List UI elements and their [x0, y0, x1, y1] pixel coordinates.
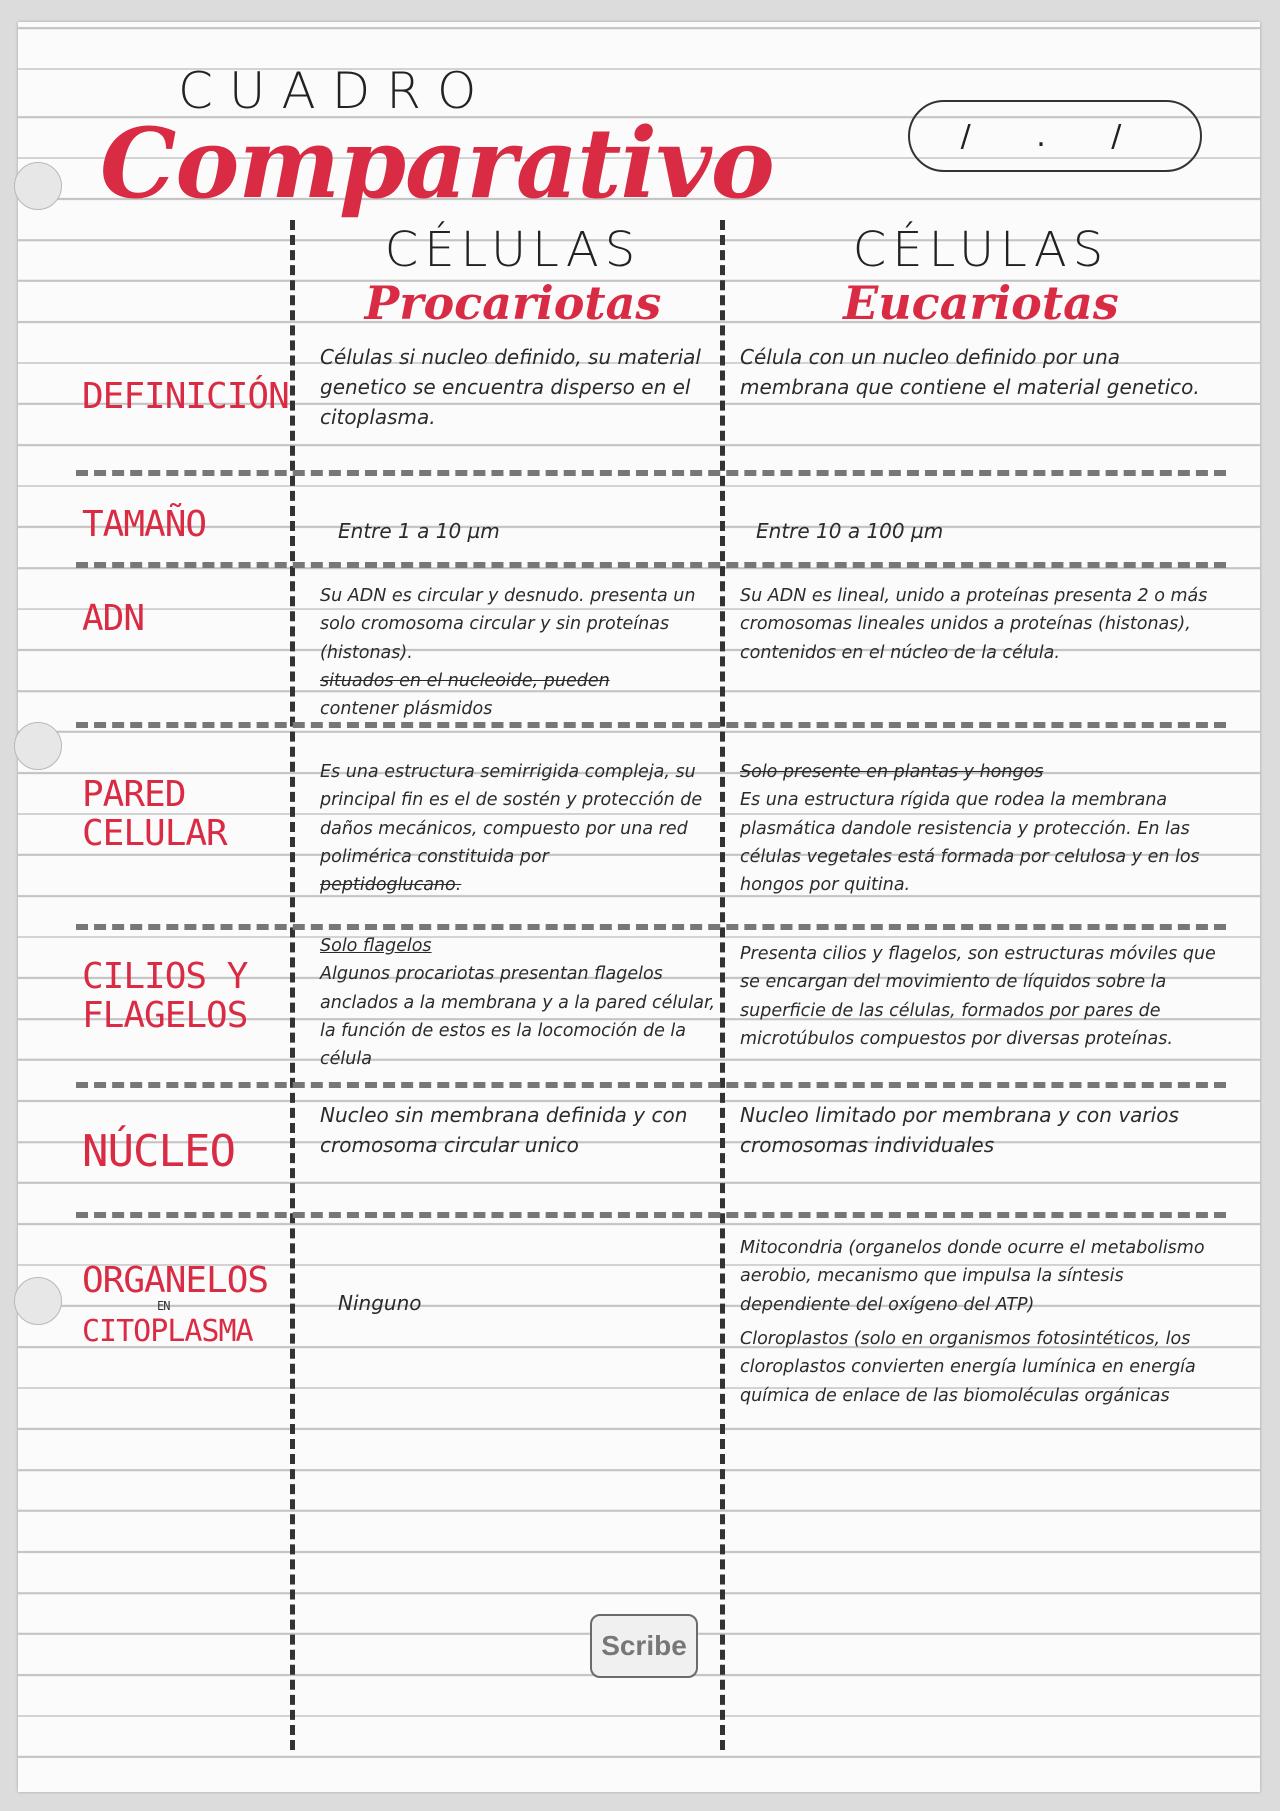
row-label-pared-celular: [82, 776, 302, 854]
left-column-subheading: Procariotas: [364, 276, 662, 330]
tamano-procariotas: Entre 1 a 10 µm: [338, 519, 500, 543]
cilios-procariotas: [320, 932, 720, 1074]
definicion-eucariotas: Célula con un nucleo definido por una membrana que contiene el material genetico.: [740, 345, 1200, 399]
row-label-adn: ADN: [82, 598, 145, 639]
pared-procariotas-text: Es una estructura semirrigida compleja, su principal fin es el de sostén y protección de daños mecánicos, compuesto por una red polimérica constituida por: [320, 762, 703, 868]
right-column-heading: CÉLULAS: [852, 222, 1110, 278]
row-label-cilios-flagelos: [82, 958, 302, 1036]
adn-procariotas-text-end: contener plásmidos: [320, 699, 493, 720]
row-separator: [76, 562, 1226, 568]
cilios-procariotas-text: Algunos procariotas presentan flagelos anclados a la membrana y a la pared célular, la función de estos es la locomoción de la célula: [320, 964, 716, 1070]
title-line-1: CUADRO: [178, 62, 493, 120]
binder-hole: [14, 162, 62, 210]
tamano-eucariotas: Entre 10 a 100 µm: [756, 519, 944, 543]
adn-procariotas-struck-text: situados en el nucleoide, pueden: [320, 671, 610, 692]
date-field: / . /: [908, 100, 1202, 172]
title-line-2: Comparativo: [100, 107, 774, 220]
row-label-tamano: TAMAÑO: [82, 504, 207, 545]
organelos-cloroplastos: Cloroplastos (solo en organismos fotosintéticos, los cloroplastos convierten energía lumínica en energía química de enlace de las biomoléculas orgánicas: [740, 1329, 1196, 1406]
row-label-organelos: [82, 1262, 302, 1350]
row-separator: [76, 924, 1226, 930]
adn-procariotas: [320, 582, 720, 724]
row-separator: [76, 470, 1226, 476]
definicion-procariotas: Células si nucleo definido, su material genetico se encuentra disperso en el citoplasma.: [320, 345, 701, 429]
row-label-definicion: DEFINICIÓN: [82, 376, 289, 417]
right-column-subheading: Eucariotas: [843, 276, 1119, 330]
organelos-procariotas: Ninguno: [338, 1291, 422, 1315]
nucleo-eucariotas: Nucleo limitado por membrana y con varios cromosomas individuales: [740, 1103, 1179, 1157]
scribe-logo: Scribe: [590, 1614, 698, 1678]
pared-eucariotas: [740, 758, 1226, 900]
pared-eucariotas-text: Es una estructura rígida que rodea la membrana plasmática dandole resistencia y protección. En las células vegetales está formada por celulosa y en los hongos por quitina.: [740, 790, 1200, 896]
nucleo-procariotas: Nucleo sin membrana definida y con cromosoma circular unico: [320, 1103, 688, 1157]
row-label-celular: CELULAR: [82, 812, 227, 854]
row-label-organelos-line2: CITOPLASMA: [82, 1313, 253, 1349]
pared-eucariotas-struck-text: Solo presente en plantas y hongos: [740, 762, 1044, 782]
left-column-heading: CÉLULAS: [384, 222, 642, 278]
row-label-pared: PARED: [82, 774, 186, 815]
adn-procariotas-text: Su ADN es circular y desnudo. presenta un solo cromosoma circular y sin proteínas (histonas).: [320, 586, 696, 663]
row-label-cilios: CILIOS Y: [82, 956, 248, 997]
row-label-flagelos: FLAGELOS: [82, 994, 248, 1036]
binder-hole: [14, 1277, 62, 1325]
cilios-procariotas-note: Solo flagelos: [320, 936, 432, 956]
row-label-organelos-en: EN: [157, 1298, 170, 1313]
pared-procariotas-struck-text: peptidoglucano.: [320, 875, 462, 896]
row-separator: [76, 1082, 1226, 1088]
cilios-eucariotas: Presenta cilios y flagelos, son estructuras móviles que se encargan del movimiento de líquidos sobre la superficie de las células, formados por pares de microtúbulos compuestos por diversas proteínas.: [740, 944, 1216, 1050]
binder-hole: [14, 722, 62, 770]
adn-eucariotas: Su ADN es lineal, unido a proteínas presenta 2 o más cromosomas lineales unidos a proteínas (histonas), contenidos en el núcleo de la célula.: [740, 586, 1208, 663]
row-label-organelos-line1: ORGANELOS: [82, 1260, 269, 1301]
organelos-mitocondria: Mitocondria (organelos donde ocurre el metabolismo aerobio, mecanismo que impulsa la síntesis dependiente del oxígeno del ATP): [740, 1238, 1205, 1315]
notebook-page: [18, 22, 1260, 1792]
row-separator: [76, 1212, 1226, 1218]
column-divider: [720, 220, 725, 1750]
row-label-nucleo: NÚCLEO: [82, 1126, 235, 1177]
organelos-eucariotas: [740, 1234, 1226, 1410]
pared-procariotas: [320, 758, 720, 900]
